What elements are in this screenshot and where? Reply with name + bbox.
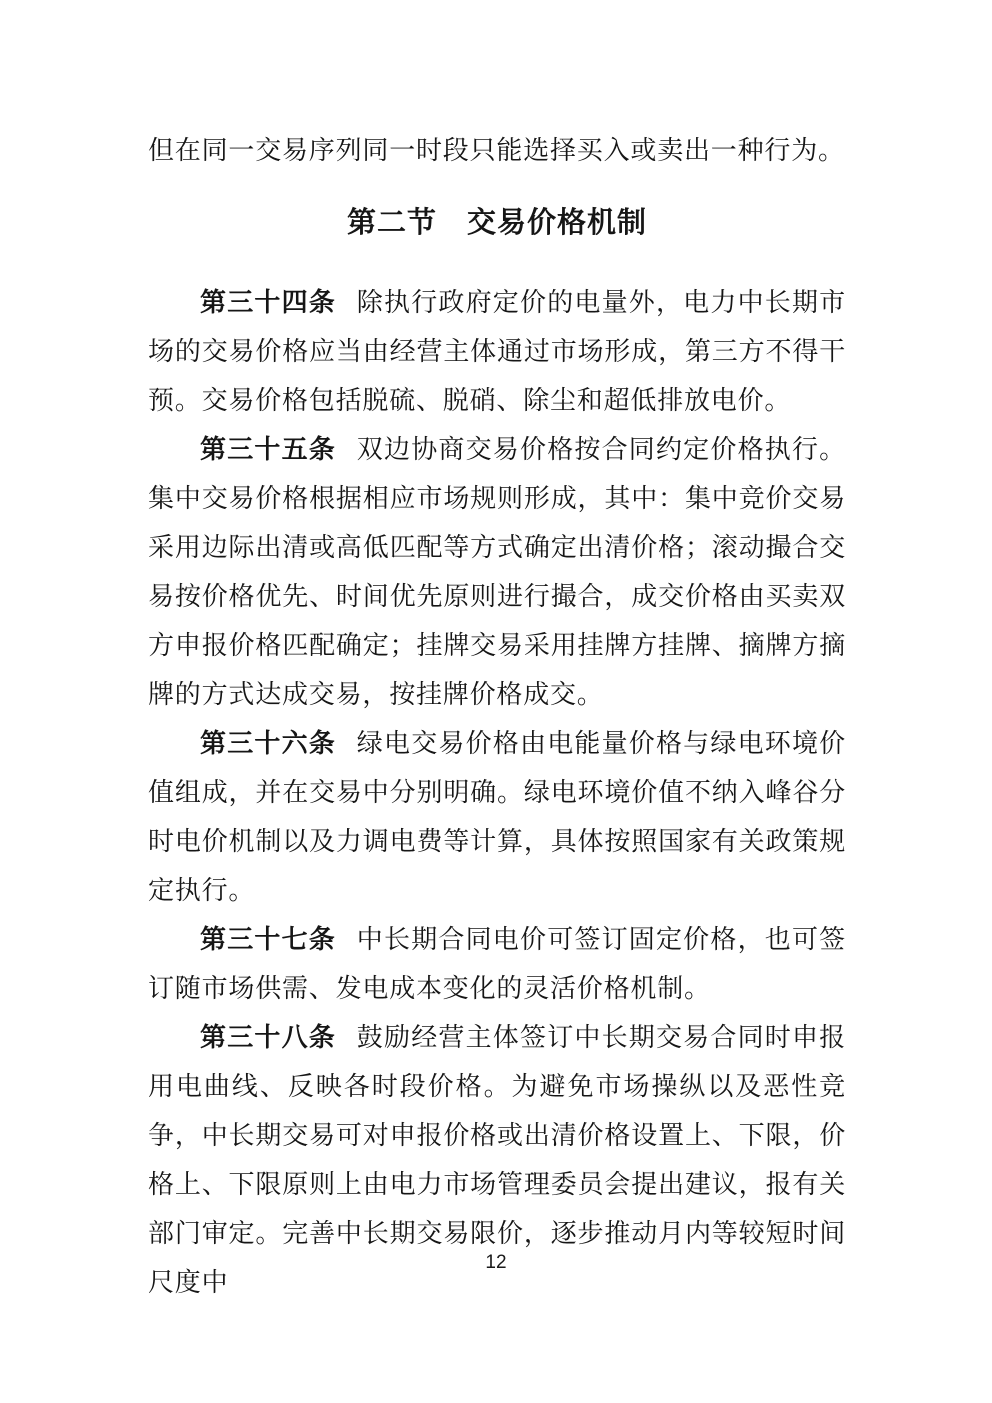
article-34-paragraph (148, 278, 846, 425)
article-34-text: 除执行政府定价的电量外，电力中长期市场的交易价格应当由经营主体通过市场形成，第三方不得干预。交易价格包括脱硫、脱硝、除尘和超低排放电价。 (148, 288, 846, 415)
article-37-paragraph (148, 915, 846, 1013)
paragraph-continuation: 但在同一交易序列同一时段只能选择买入或卖出一种行为。 (148, 136, 845, 165)
article-37-label: 第三十七条 (200, 925, 336, 954)
article-38-text: 鼓励经营主体签订中长期交易合同时申报用电曲线、反映各时段价格。为避免市场操纵以及恶性竞争，中长期交易可对申报价格或出清价格设置上、下限，价格上、下限原则上由电力市场管理委员会提出建议，报有关部门审定。完善中长期交易限价，逐步推动月内等较短时间尺度中 (148, 1023, 846, 1297)
article-36-label: 第三十六条 (200, 729, 336, 758)
article-34-label: 第三十四条 (200, 288, 336, 317)
article-36-text: 绿电交易价格由电能量价格与绿电环境价值组成，并在交易中分别明确。绿电环境价值不纳入峰谷分时电价机制以及力调电费等计算，具体按照国家有关政策规定执行。 (148, 729, 846, 905)
page-content (148, 126, 846, 1307)
page-number: 12 (485, 1252, 507, 1273)
article-38-label: 第三十八条 (200, 1023, 336, 1052)
article-35-paragraph (148, 425, 846, 719)
section-heading: 第二节 交易价格机制 (346, 207, 647, 239)
article-36-paragraph (148, 719, 846, 915)
article-37-text: 中长期合同电价可签订固定价格，也可签订随市场供需、发电成本变化的灵活价格机制。 (148, 925, 846, 1003)
article-35-label: 第三十五条 (200, 435, 336, 464)
article-35-text: 双边协商交易价格按合同约定价格执行。集中交易价格根据相应市场规则形成，其中：集中竞价交易采用边际出清或高低匹配等方式确定出清价格；滚动撮合交易按价格优先、时间优先原则进行撮合，成交价格由买卖双方申报价格匹配确定；挂牌交易采用挂牌方挂牌、摘牌方摘牌的方式达成交易，按挂牌价格成交。 (148, 435, 846, 709)
